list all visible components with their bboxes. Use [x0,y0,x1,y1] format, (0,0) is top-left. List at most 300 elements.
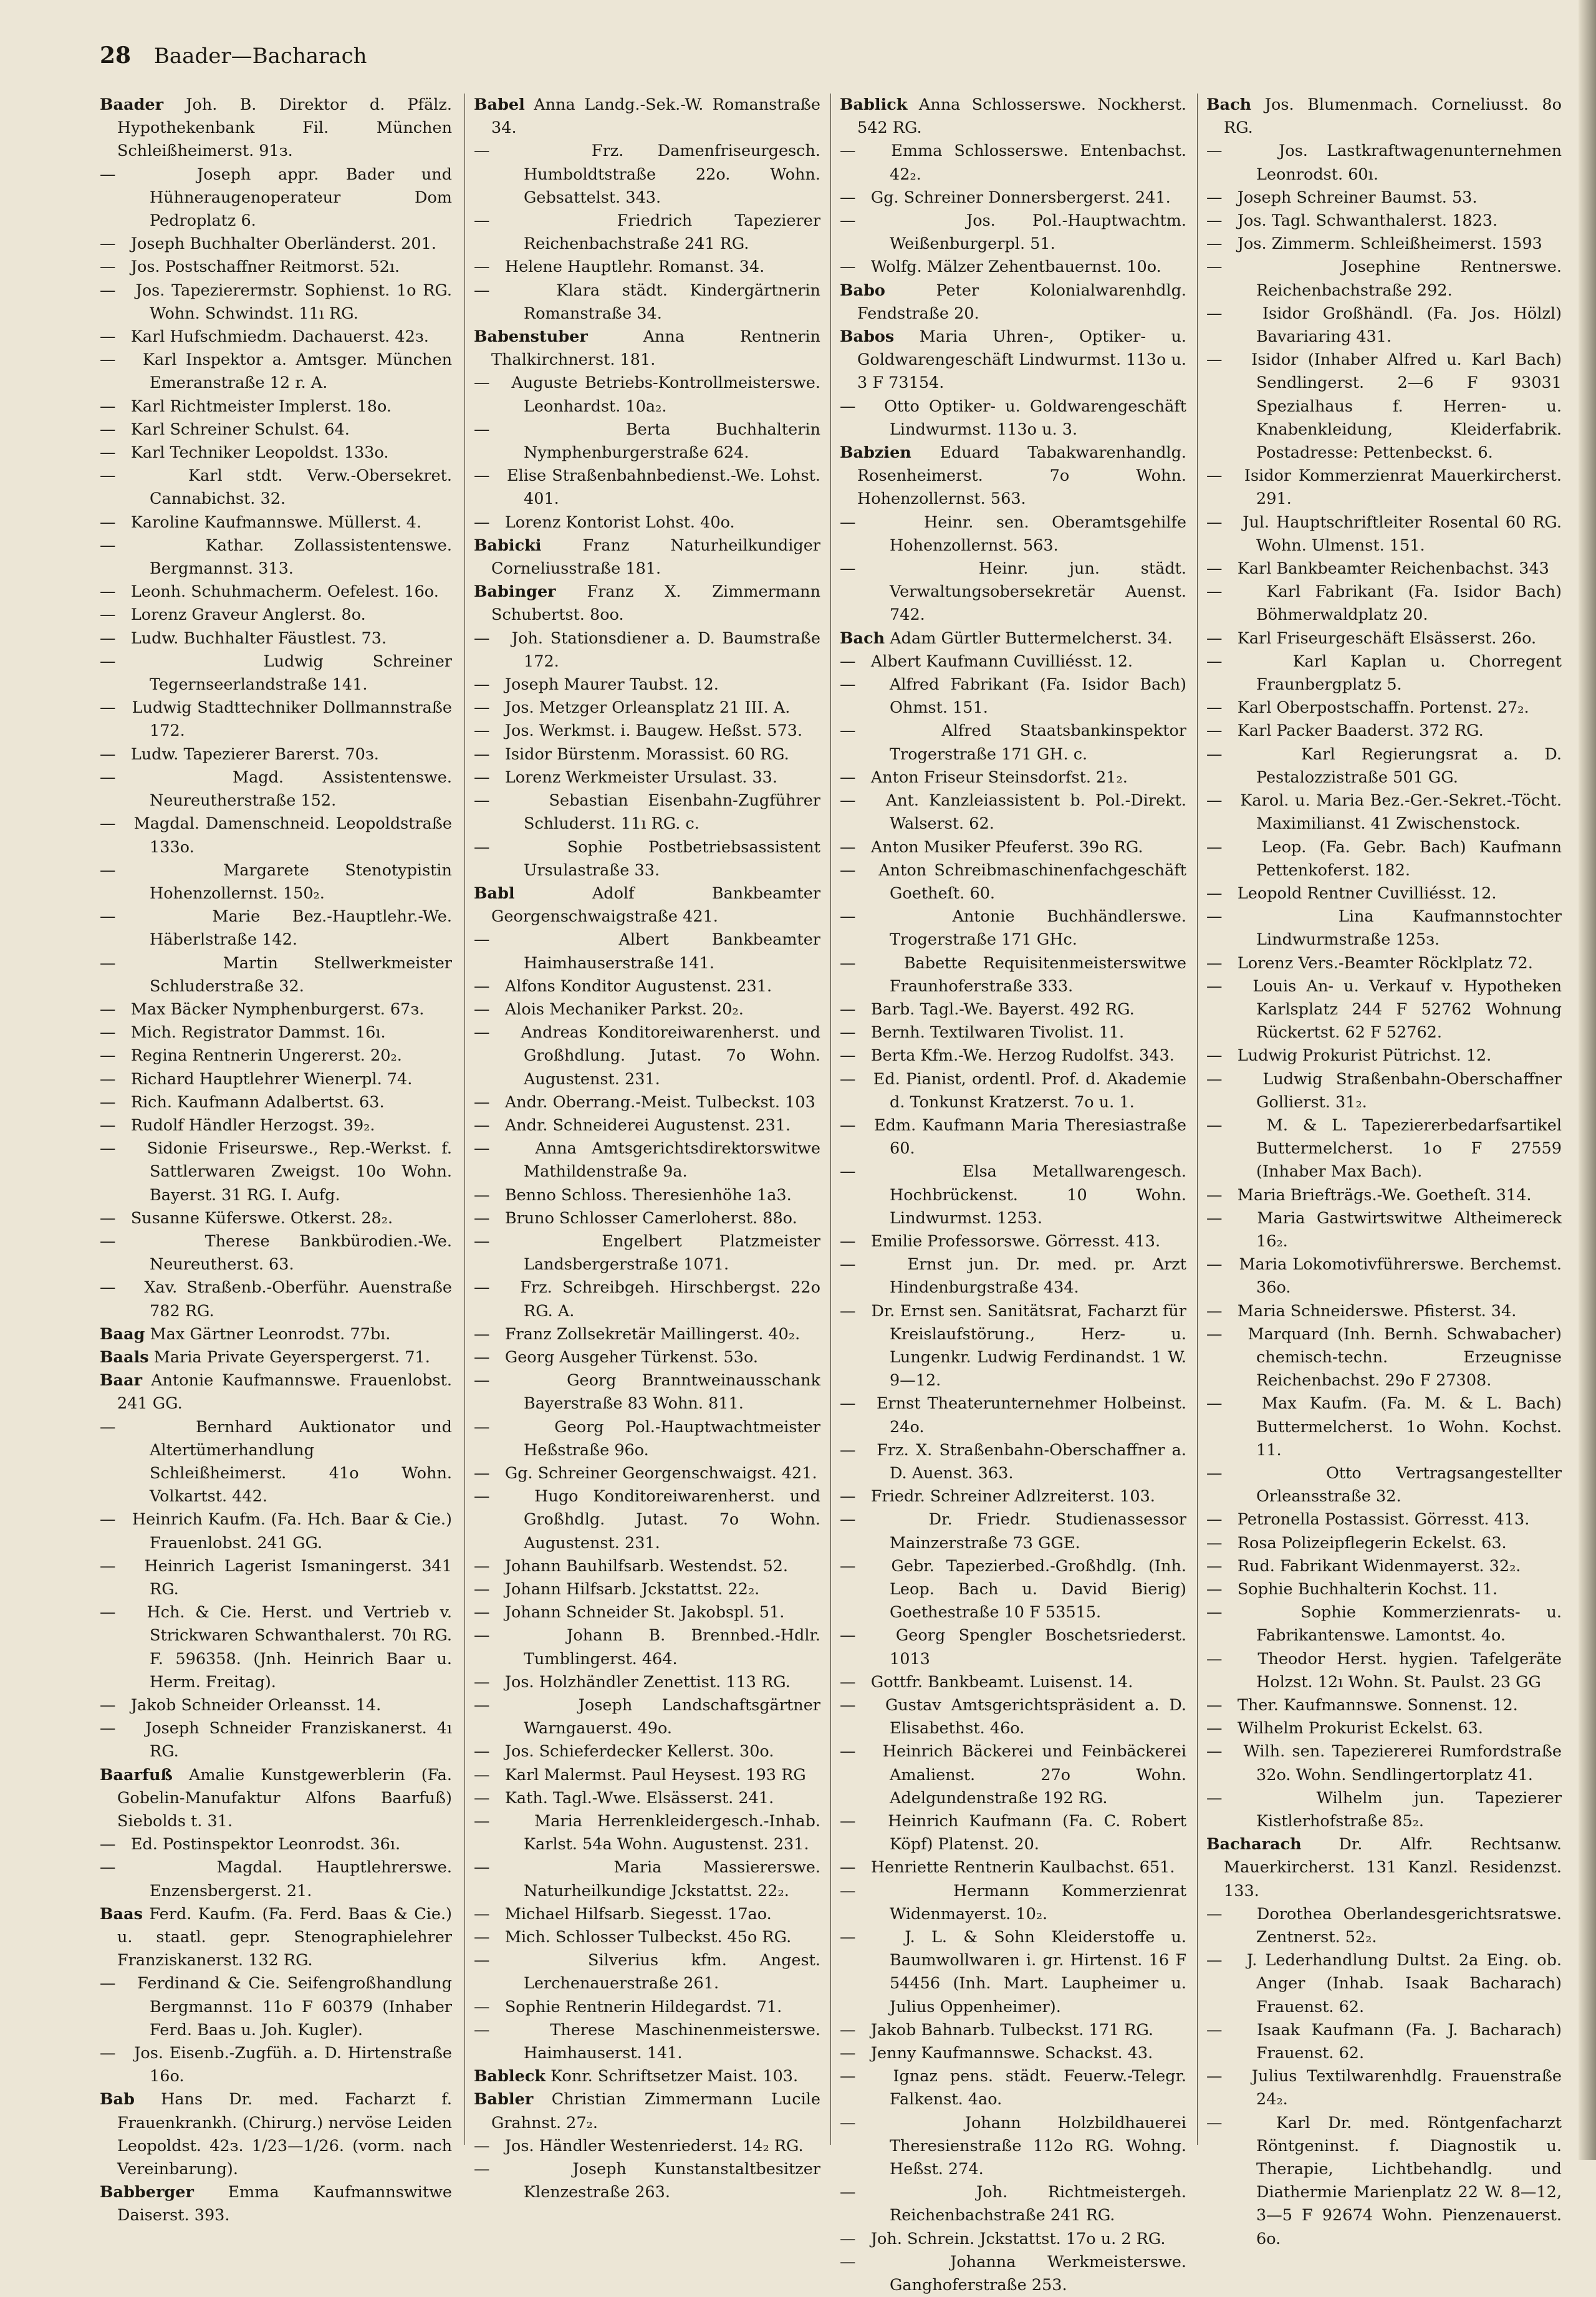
entry-text: Ernst jun. Dr. med. pr. Arzt Hindenburgstraße 434. [890,1255,1186,1298]
directory-subentry [1206,789,1562,835]
entry-text: Anna Schlosserswe. Nockherst. 542 RG. [857,95,1186,138]
directory-subentry [474,998,820,1021]
directory-subentry [1206,836,1562,882]
directory-subentry [100,696,452,743]
surname: Bab [100,2090,135,2109]
entry-text: Theodor Herst. hygien. Tafelgeräte Holzst. 12ı Wohn. St. Paulst. 23 GG [1256,1649,1562,1692]
directory-subentry [100,534,452,580]
directory-subentry [100,1717,452,1763]
entry-text: Kathar. Zollassistentenswe. Bergmannst. 313. [150,536,452,579]
entry-text: Ludw. Tapezierer Barerst. 70з. [130,744,379,764]
directory-subentry [840,1810,1186,1856]
entry-text: Ludwig Schreiner Tegernseerlandstraße 141. [150,652,453,695]
entry-text: Friedrich Tapezierer Reichenbachstraße 241 RG. [524,211,821,254]
directory-subentry [474,1230,820,1276]
directory-subentry [474,696,820,720]
directory-subentry [840,1114,1186,1160]
directory-entry [474,882,820,928]
directory-subentry [1206,2112,1562,2251]
directory-subentry [100,465,452,511]
entry-text: Jos. Zimmerm. Schleißheimerst. 1593 [1237,234,1542,254]
directory-subentry [100,1416,452,1509]
entry-text: Joseph Buchhalter Oberländerst. 201. [130,234,436,254]
entry-text: Hans Dr. med. Facharzt f. Frauenkrankh. (Chirurg.) nervöse Leiden Leopoldst. 42з. 1/23—1/26. (vorm. nach Vereinbarung). [117,2090,452,2179]
page-number: 28 [100,42,132,69]
entry-text: Anna Rentnerin Thalkirchnerst. 181. [491,327,820,370]
entry-text: Sidonie Friseurswe., Rep.-Werkst. f. Sattlerwaren Zweigst. 10o Wohn. Bayerst. 31 RG. I. Aufg. [147,1139,452,1205]
entry-text: Benno Schloss. Theresienhöhe 1a3. [504,1185,792,1205]
entry-text: Konr. Schriftsetzer Maist. 103. [550,2067,799,2086]
directory-subentry [474,1416,820,1462]
directory-subentry [840,1392,1186,1438]
entry-text: Jos. Holzhändler Zenettist. 113 RG. [504,1672,791,1692]
directory-subentry [840,1160,1186,1230]
directory-subentry [840,1021,1186,1044]
entry-text: Ferdinand & Cie. Seifengroßhandlung Bergmannst. 11o F 60379 (Inhaber Ferd. Baas u. Joh. Kugler). [137,1974,452,2039]
entry-text: Karl Fabrikant (Fa. Isidor Bach) Böhmerwaldplatz 20. [1256,582,1562,625]
entry-text: Marie Bez.-Hauptlehr.-We. Häberlstraße 142. [150,907,452,950]
surname: Bableck [474,2067,546,2086]
entry-text: Ed. Pianist, ordentl. Prof. d. Akademie d. Tonkunst Kratzerst. 7o u. 1. [873,1069,1186,1112]
directory-subentry [474,1091,820,1114]
directory-subentry [840,395,1186,441]
directory-subentry [100,627,452,650]
directory-subentry [474,1740,820,1763]
directory-subentry [100,998,452,1021]
surname: Babinger [474,582,556,602]
entry-text: Joseph Schneider Franziskanerst. 4ı RG. [145,1719,452,1761]
entry-text: Julius Textilwarenhdlg. Frauenstraße 24₂. [1251,2067,1562,2109]
entry-text: Isidor Bürstenm. Morassist. 60 RG. [504,744,789,764]
surname: Babl [474,884,515,903]
entry-text: Dr. Alfr. Rechtsanw. Mauerkircherst. 131 Kanzl. Residenzst. 133. [1224,1835,1562,1900]
entry-text: Eduard Tabakwarenhandlg. Rosenheimerst. 7o Wohn. Hohenzollernst. 563. [857,443,1186,509]
directory-subentry [100,441,452,465]
directory-subentry [1206,1253,1562,1299]
surname: Baas [100,1904,143,1924]
entry-text: Magdal. Hauptlehrerswe. Enzensbergerst. 21. [150,1858,452,1900]
directory-subentry [840,1068,1186,1114]
entry-text: Berta Buchhalterin Nymphenburgerstraße 624. [524,420,820,463]
entry-text: Alfred Staatsbankinspektor Trogerstraße 171 GH. c. [890,721,1186,764]
directory-subentry [840,1300,1186,1393]
directory-subentry [840,905,1186,951]
directory-subentry [100,1114,452,1137]
entry-text: Albert Bankbeamter Haimhauserstraße 141. [524,930,820,973]
entry-text: Sebastian Eisenbahn-Zugführer Schluderst. 11ı RG. c. [524,791,820,834]
surname: Babenstuber [474,327,588,347]
directory-subentry [1206,1068,1562,1114]
entry-text: Ludw. Buchhalter Fäustlest. 73. [130,628,387,648]
entry-text: Lorenz Graveur Anglerst. 8o. [130,605,366,625]
entry-text: Alfred Fabrikant (Fa. Isidor Bach) Ohmst. 151. [889,675,1186,718]
surname: Babos [840,327,895,347]
entry-text: Petronella Postassist. Görresst. 413. [1237,1510,1530,1529]
directory-subentry [840,720,1186,766]
entry-text: Georg Spengler Boschetsriederst. 1013 [890,1626,1186,1669]
surname: Baader [100,95,164,114]
entry-text: Antonie Kaufmannswe. Frauenlobst. 241 GG. [117,1371,452,1413]
directory-subentry [100,859,452,905]
directory-subentry [474,627,820,673]
directory-entry [474,2065,820,2088]
directory-subentry [100,1856,452,1902]
directory-entry [474,94,820,140]
directory-subentry [1206,1578,1562,1601]
directory-subentry [840,1485,1186,1508]
entry-text: Bernh. Textilwaren Tivolist. 11. [870,1023,1125,1043]
directory-subentry [474,1276,820,1322]
directory-entry [840,94,1186,140]
directory-subentry [100,1068,452,1091]
entry-text: Joh. Stationsdiener a. D. Baumstraße 172. [511,628,820,671]
directory-subentry [840,1694,1186,1740]
directory-entry [840,325,1186,395]
surname: Bach [1206,95,1252,114]
directory-subentry [840,1926,1186,2019]
directory-subentry [1206,580,1562,627]
directory-subentry [1206,650,1562,696]
entry-text: Karl Friseurgeschäft Elsässerst. 26o. [1237,628,1537,648]
directory-subentry [840,1856,1186,1879]
entry-text: Karl stdt. Verw.-Obersekret. Cannabichst. 32. [150,466,452,509]
directory-subentry [840,836,1186,859]
entry-text: Maria Gastwirtswitwe Altheimereck 16₂. [1256,1208,1562,1251]
entry-text: Gg. Schreiner Donnersbergerst. 241. [870,188,1171,207]
directory-subentry [1206,1044,1562,1067]
directory-subentry [474,836,820,882]
entry-text: Maria Massiererswe. Naturheilkundige Jckstattst. 22₂. [524,1858,821,1900]
entry-text: Joh. Schrein. Jckstattst. 17o u. 2 RG. [870,2229,1166,2248]
entry-text: Regina Rentnerin Ungererst. 20₂. [130,1046,402,1066]
entry-text: Anton Musiker Pfeuferst. 39o RG. [870,837,1143,857]
directory-subentry [840,673,1186,720]
entry-text: Mich. Schlosser Tulbeckst. 45o RG. [504,1928,792,1947]
entry-text: Leonh. Schuhmacherm. Oefelest. 16o. [130,582,439,602]
entry-text: Heinr. sen. Oberamtsgehilfe Hohenzollernst. 563. [890,513,1186,555]
directory-subentry [474,1764,820,1787]
directory-subentry [1206,1740,1562,1786]
entry-text: Heinr. jun. städt. Verwaltungsobersekretär Auenst. 742. [890,559,1186,625]
surname: Babberger [100,2183,194,2202]
columns [100,94,1562,2295]
entry-text: Heinrich Kaufm. (Fa. Hch. Baar & Cie.) Frauenlobst. 241 GG. [132,1510,452,1553]
directory-subentry [840,511,1186,557]
surname: Babler [474,2090,534,2109]
directory-entry [100,2181,452,2227]
directory-subentry [840,1624,1186,1670]
directory-entry [474,534,820,580]
directory-subentry [100,279,452,325]
directory-subentry [474,1021,820,1091]
surname: Babel [474,95,525,114]
entry-text: Xav. Straßenb.-Oberführ. Auenstraße 782 RG. [144,1278,452,1321]
entry-text: Joseph Landschaftsgärtner Warngauerst. 49o. [524,1696,820,1738]
directory-subentry [840,1253,1186,1299]
entry-text: Adolf Bankbeamter Georgenschwaigstraße 421. [491,884,821,927]
directory-subentry [1206,2065,1562,2111]
directory-subentry [1206,1648,1562,1694]
directory-subentry [100,1091,452,1114]
directory-subentry [474,1114,820,1137]
directory-subentry [474,1903,820,1926]
entry-text: Rich. Kaufmann Adalbertst. 63. [130,1092,385,1112]
entry-text: Magdal. Damenschneid. Leopoldstraße 133o. [133,814,452,857]
entry-text: Hugo Konditoreiwarenherst. und Großhdlg. Jutast. 7o Wohn. Augustenst. 231. [524,1487,820,1553]
directory-subentry [100,604,452,627]
entry-text: Isidor Großhändl. (Fa. Jos. Hölzl) Bavariaring 431. [1256,304,1562,347]
entry-text: Josephine Rentnerswe. Reichenbachstraße 292. [1256,258,1562,300]
directory-subentry [474,928,820,975]
entry-text: Anna Amtsgerichtsdirektorswitwe Mathildenstraße 9a. [524,1139,821,1182]
directory-subentry [840,952,1186,998]
surname: Bach [840,628,885,648]
entry-text: Sophie Buchhalterin Kochst. 11. [1237,1580,1498,1599]
entry-text: Ther. Kaufmannswe. Sonnenst. 12. [1237,1696,1518,1715]
entry-text: Wolfg. Mälzer Zehentbauernst. 10o. [870,258,1161,277]
directory-subentry [474,2158,820,2204]
entry-text: Karl Hufschmiedm. Dachauerst. 42з. [130,327,429,347]
directory-subentry [474,1137,820,1183]
directory-subentry [474,720,820,743]
directory-subentry [474,1601,820,1624]
directory-subentry [100,952,452,998]
entry-text: Wilhelm jun. Tapezierer Kistlerhofstraße 85₂. [1256,1788,1562,1831]
directory-subentry [840,650,1186,673]
directory-subentry [1206,743,1562,789]
directory-subentry [1206,905,1562,951]
directory-entry [474,325,820,372]
directory-subentry [474,279,820,325]
directory-subentry [840,209,1186,256]
entry-text: Rud. Fabrikant Widenmayerst. 32₂. [1237,1556,1521,1576]
directory-entry [100,1323,452,1346]
directory-subentry [1206,349,1562,465]
directory-subentry [474,1207,820,1230]
entry-text: Maria Lokomotivführerswe. Berchemst. 36o. [1239,1255,1562,1298]
directory-subentry [1206,882,1562,905]
entry-text: Jos. Pol.-Hauptwachtm. Weißenburgerpl. 51. [890,211,1186,254]
entry-text: Andr. Oberrang.-Meist. Tulbeckst. 103 [504,1092,815,1112]
directory-subentry [474,1578,820,1601]
directory-subentry [1206,1184,1562,1207]
entry-text: Karl Oberpostschaffn. Portenst. 27₂. [1237,698,1529,718]
directory-subentry [474,1787,820,1810]
directory-entry [100,1346,452,1369]
entry-text: Ernst Theaterunternehmer Holbeinst. 24o. [876,1394,1186,1437]
entry-text: Leop. (Fa. Gebr. Bach) Kaufmann Pettenkoferst. 182. [1256,837,1562,880]
directory-subentry [474,1346,820,1369]
entry-text: Ludwig Stadttechniker Dollmannstraße 172. [132,698,452,741]
directory-entry [100,94,452,163]
entry-text: Karl Regierungsrat a. D. Pestalozzistraße 501 GG. [1256,744,1562,787]
entry-text: Franz X. Zimmermann Schubertst. 8oo. [491,582,820,625]
directory-subentry [1206,696,1562,720]
directory-subentry [474,975,820,998]
directory-entry [100,2088,452,2181]
entry-text: Heinrich Bäckerei und Feinbäckerei Amalienst. 27o Wohn. Adelgundenstraße 192 RG. [882,1742,1186,1808]
entry-text: Karl Techniker Leopoldst. 133o. [130,443,389,463]
entry-text: Joseph Maurer Taubst. 12. [504,675,719,695]
directory-subentry [1206,1114,1562,1184]
directory-subentry [840,1044,1186,1067]
entry-text: Heinrich Kaufmann (Fa. C. Robert Köpf) Platenst. 20. [888,1812,1186,1854]
entry-text: Hermann Kommerzienrat Widenmayerst. 10₂. [890,1881,1186,1924]
directory-subentry [1206,720,1562,743]
entry-text: Karl Bankbeamter Reichenbachst. 343 [1237,559,1549,579]
entry-text: Karl Packer Baaderst. 372 RG. [1237,721,1484,741]
directory-subentry [840,186,1186,209]
entry-text: Franz Zollsekretär Maillingerst. 40₂. [504,1324,800,1344]
directory-subentry [840,1555,1186,1625]
entry-text: Emma Schlosserswe. Entenbachst. 42₂. [890,142,1186,184]
directory-subentry [100,163,452,233]
surname: Baar [100,1371,143,1390]
directory-subentry [100,325,452,349]
directory-subentry [1206,1207,1562,1253]
column-3 [830,94,1187,2295]
directory-subentry [100,1694,452,1717]
entry-text: Amalie Kunstgewerblerin (Fa. Gobelin-Manufaktur Alfons Baarfuß) Siebolds t. 31. [117,1765,452,1831]
directory-subentry [100,1230,452,1276]
directory-subentry [1206,627,1562,650]
directory-subentry [100,650,452,696]
directory-subentry [100,1508,452,1554]
directory-subentry [1206,1787,1562,1833]
surname: Bablick [840,95,908,114]
entry-text: Maria Briefträgs.-We. Goetheſt. 314. [1237,1185,1532,1205]
entry-text: Jos. Tapezierermstr. Sophienst. 1o RG. Wohn. Schwindst. 11ı RG. [135,281,452,323]
entry-text: Anton Schreibmaschinenfachgeschäft Goetheſt. 60. [878,860,1186,903]
directory-entry [840,627,1186,650]
entry-text: Emma Kaufmannswitwe Daiserst. 393. [117,2183,452,2225]
entry-text: Antonie Buchhändlerswe. Trogerstraße 171 GHc. [890,907,1186,950]
entry-text: Jakob Schneider Orleansst. 14. [130,1696,382,1715]
entry-text: Ferd. Kaufm. (Fa. Ferd. Baas & Cie.) u. staatl. gepr. Stenographielehrer Franziskanerst. 132 RG. [117,1904,453,1970]
directory-subentry [474,1810,820,1856]
directory-subentry [474,1694,820,1740]
entry-text: Elise Straßenbahnbedienst.-We. Lohst. 401. [507,466,820,509]
entry-text: Lina Kaufmannstochter Lindwurmstraße 125з. [1256,907,1562,950]
entry-text: Kath. Tagl.-Wwe. Elsässerst. 241. [504,1788,774,1808]
directory-subentry [840,1671,1186,1694]
entry-text: J. Lederhandlung Dultst. 2a Eing. ob. Anger (Inhab. Isaak Bacharach) Frauenst. 62. [1246,1951,1562,2016]
directory-subentry [1206,1392,1562,1462]
entry-text: Marquard (Inh. Bernh. Schwabacher) chemisch-techn. Erzeugnisse Reichenbachst. 29o F 27308. [1247,1324,1562,1390]
entry-text: Gustav Amtsgerichtspräsident a. D. Elisabethst. 46o. [885,1696,1186,1738]
entry-text: Lorenz Kontorist Lohst. 40o. [504,513,735,532]
directory-subentry [1206,233,1562,256]
entry-text: Jos. Blumenmach. Corneliusst. 8o RG. [1224,95,1562,138]
directory-subentry [840,1740,1186,1810]
entry-text: Franz Naturheilkundiger Corneliusstraße 181. [491,536,820,579]
directory-subentry [1206,1532,1562,1555]
entry-text: Jenny Kaufmannswe. Schackst. 43. [870,2044,1153,2063]
entry-text: Georg Branntweinausschank Bayerstraße 83 Wohn. 811. [524,1371,820,1413]
entry-text: Jos. Werkmst. i. Baugew. Heßst. 573. [504,721,803,741]
running-title: Baader—Bacharach [153,44,367,69]
entry-text: Ignaz pens. städt. Feuerw.-Telegr. Falkenst. 4ao. [890,2067,1186,2109]
entry-text: Anton Friseur Steinsdorfst. 21₂. [870,768,1128,787]
entry-text: Joseph appr. Bader und Hühneraugenoperateur Dom Pedroplatz 6. [150,165,452,231]
directory-subentry [100,1972,452,2042]
entry-text: Silverius kfm. Angest. Lerchenauerstraße 261. [524,1951,820,1993]
directory-subentry [1206,1601,1562,1647]
directory-subentry [100,1021,452,1044]
entry-text: Rosa Polizeipflegerin Eckelst. 63. [1237,1533,1507,1553]
directory-subentry [840,998,1186,1021]
entry-text: Rudolf Händler Herzogst. 39₂. [130,1115,375,1135]
entry-text: Andreas Konditoreiwarenherst. und Großhdlung. Jutast. 7o Wohn. Augustenst. 231. [521,1023,820,1089]
entry-text: Richard Hauptlehrer Wienerpl. 74. [130,1069,413,1089]
directory-subentry [100,812,452,859]
directory-subentry [100,580,452,604]
entry-text: Jos. Metzger Orleansplatz 21 III. A. [504,698,791,718]
surname: Baag [100,1324,145,1344]
entry-text: Lorenz Werkmeister Ursulast. 33. [504,768,778,787]
entry-text: Karoline Kaufmannswe. Müllerst. 4. [130,513,422,532]
entry-text: J. L. & Sohn Kleiderstoffe u. Baumwollwaren i. gr. Hirtenst. 16 F 54456 (Inh. Mart. Laupheimer u. Julius Oppenheimer). [890,1928,1186,2016]
directory-subentry [474,1323,820,1346]
directory-subentry [474,2135,820,2158]
directory-subentry [840,1439,1186,1485]
entry-text: Ant. Kanzleiassistent b. Pol.-Direkt. Walserst. 62. [885,791,1186,834]
directory-subentry [474,1949,820,1995]
entry-text: Bruno Schlosser Camerloherst. 88o. [504,1208,797,1228]
directory-entry [100,1764,452,1834]
directory-subentry [1206,1323,1562,1393]
entry-text: Jos. Tagl. Schwanthalerst. 1823. [1237,211,1498,231]
entry-text: Dr. Friedr. Studienassessor Mainzerstraße 73 GGE. [890,1510,1186,1553]
entry-text: Johann Holzbildhauerei Theresienstraße 112o RG. Wohng. Heßst. 274. [890,2113,1186,2179]
entry-text: Ludwig Straßenbahn-Oberschaffner Gollierst. 31₂. [1256,1069,1562,1112]
directory-subentry [100,233,452,256]
directory-subentry [100,1601,452,1694]
directory-subentry [1206,1717,1562,1740]
directory-entry [1206,94,1562,140]
entry-text: Heinrich Lagerist Ismaningerst. 341 RG. [144,1556,452,1599]
entry-text: Edm. Kaufmann Maria Theresiastraße 60. [873,1115,1186,1158]
entry-text: Andr. Schneiderei Augustenst. 231. [504,1115,791,1135]
entry-text: M. & L. Tapeziererbedarfsartikel Buttermelcherst. 1o F 27559 (Inhaber Max Bach). [1256,1115,1562,1182]
entry-text: Johanna Werkmeisterswe. Ganghoferstraße 253. [890,2252,1186,2295]
entry-text: Frz. Schreibgeh. Hirschbergst. 22o RG. A. [520,1278,820,1321]
entry-text: Joseph Schreiner Baumst. 53. [1237,188,1478,207]
entry-text: Gg. Schreiner Georgenschwaigst. 421. [504,1463,817,1483]
surname: Babzien [840,443,911,463]
directory-subentry [474,1926,820,1949]
entry-text: Ed. Postinspektor Leonrodst. 36ı. [130,1835,401,1854]
entry-text: Magd. Assistentenswe. Neureutherstraße 152. [150,768,452,811]
directory-subentry [1206,557,1562,580]
directory-subentry [100,2042,452,2088]
directory-subentry [100,1276,452,1322]
directory-subentry [474,1856,820,1902]
entry-text: Isaak Kaufmann (Fa. J. Bacharach) Frauenst. 62. [1256,2020,1562,2063]
directory-subentry [1206,1555,1562,1578]
directory-subentry [840,859,1186,905]
entry-text: Max Bäcker Nymphenburgerst. 67з. [130,999,425,1019]
directory-subentry [840,766,1186,789]
directory-subentry [474,1462,820,1485]
entry-text: Gebr. Tapezierbed.-Großhdlg. (Inh. Leop. Bach u. David Bierig) Goethestraße 10 F 53515. [890,1556,1186,1622]
entry-text: Alfons Konditor Augustenst. 231. [504,976,772,996]
directory-entry [474,580,820,627]
entry-text: Dr. Ernst sen. Sanitätsrat, Facharzt für Kreislaufstörung., Herz- u. Lungenkr. Ludwig Ferdinandst. 1 W. 9—12. [871,1301,1186,1390]
directory-subentry [474,789,820,835]
entry-text: Joseph Kunstanstaltbesitzer Klenzestraße 263. [524,2160,820,2202]
entry-text: Max Kaufm. (Fa. M. & L. Bach) Buttermelcherst. 1o Wohn. Kochst. 11. [1256,1394,1562,1460]
